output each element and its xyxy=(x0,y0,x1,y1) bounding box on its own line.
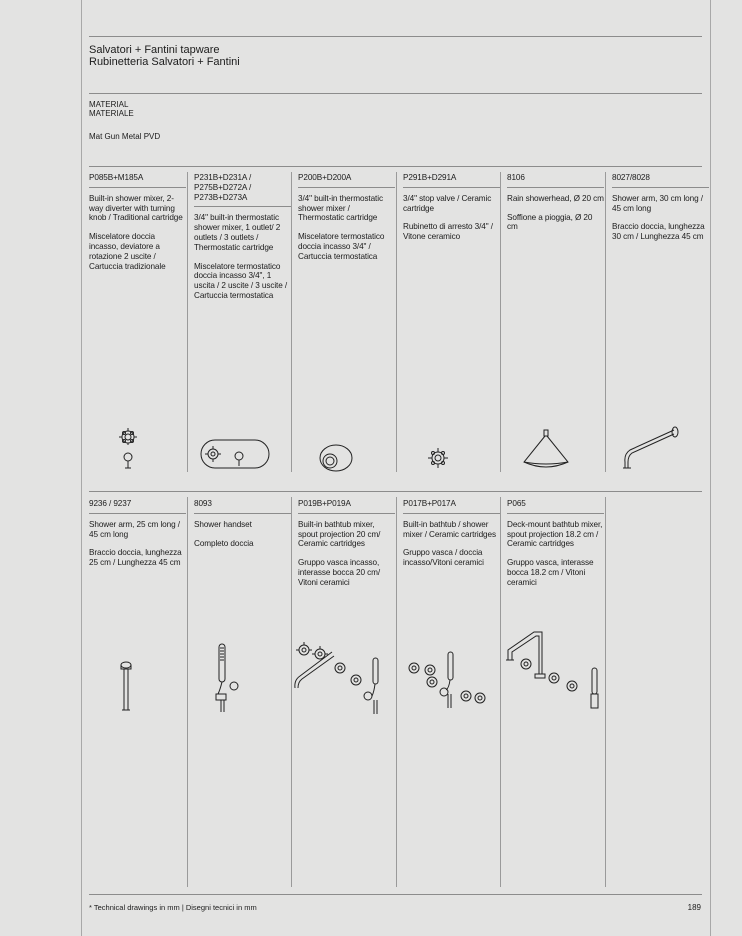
product-cell xyxy=(507,499,604,597)
product-code: P017B+P017A xyxy=(403,499,456,508)
row1-separator xyxy=(605,172,606,472)
description-it: Miscelatore doccia incasso, deviatore a rotazione 2 uscite / Cartuccia tradizionale xyxy=(89,232,166,271)
shower-mixer-diverter-icon xyxy=(108,424,148,472)
description-en: Rain showerhead, Ø 20 cm xyxy=(507,193,604,203)
product-code-wrap xyxy=(612,173,709,188)
row1-separator xyxy=(396,172,397,472)
stop-valve-icon xyxy=(425,443,451,473)
shower-arm-wall-icon xyxy=(622,424,682,472)
footer-rule xyxy=(89,894,702,895)
page-number: 189 xyxy=(687,903,701,912)
bathtub-mixer-spout-icon xyxy=(292,640,384,718)
title-it: Rubinetteria Salvatori + Fantini xyxy=(89,56,240,68)
description-en: Built-in bathtub mixer, spout projection 20 cm/ Ceramic cartridges xyxy=(298,519,381,549)
description-it: Miscelatore termostatico doccia incasso 3/4" / Cartuccia termostatica xyxy=(298,232,385,261)
product-cell xyxy=(298,499,395,597)
product-code: P065 xyxy=(507,499,526,508)
deck-mount-mixer-icon xyxy=(504,626,602,714)
product-cell xyxy=(89,499,186,577)
description-en: 3/4" built-in thermostatic shower mixer, 1 outlet/ 2 outlets / 3 outlets / Thermostatic cartridge xyxy=(194,213,281,252)
description-it: Miscelatore termostatico doccia incasso 3/4", 1 uscita / 2 uscite / 3 uscite / Cartuccia termostatica xyxy=(194,261,288,300)
description-it: Gruppo vasca incasso, interasse bocca 20 cm/ Vitoni ceramici xyxy=(298,558,380,587)
product-cell xyxy=(298,173,395,271)
product-code-wrap xyxy=(298,499,395,514)
product-code-wrap xyxy=(507,173,604,188)
product-code-wrap xyxy=(89,173,186,188)
description-en: Shower arm, 30 cm long / 45 cm long xyxy=(612,193,703,213)
product-cell xyxy=(194,173,291,310)
product-cell xyxy=(403,173,500,251)
row1-separator xyxy=(500,172,501,472)
top-rule xyxy=(89,36,702,37)
product-code: 8106 xyxy=(507,173,525,182)
product-code-wrap xyxy=(507,499,604,514)
product-code: P019B+P019A xyxy=(298,499,351,508)
description-en: Built-in bathtub / shower mixer / Ceramic cartridges xyxy=(403,519,496,539)
product-cell xyxy=(403,499,500,577)
product-code: P231B+D231A / P275B+D272A / P273B+D273A xyxy=(194,173,252,202)
footer-note: * Technical drawings in mm | Disegni tecnici in mm xyxy=(89,903,257,912)
right-margin-line xyxy=(710,0,711,936)
description-en: Deck-mount bathtub mixer, spout projection 18.2 cm / Ceramic cartridges xyxy=(507,519,603,549)
description-en: 3/4" stop valve / Ceramic cartridge xyxy=(403,193,492,213)
product-code: P085B+M185A xyxy=(89,173,144,182)
description-en: Shower arm, 25 cm long / 45 cm long xyxy=(89,519,180,539)
description-en: Built-in shower mixer, 2-way diverter with turning knob / Traditional cartridge xyxy=(89,193,183,223)
product-code: 8027/8028 xyxy=(612,173,650,182)
description-it: Soffione a pioggia, Ø 20 cm xyxy=(507,212,593,232)
description-it: Gruppo vasca / doccia incasso/Vitoni ceramici xyxy=(403,548,484,568)
product-code-wrap xyxy=(403,499,500,514)
product-code: 9236 / 9237 xyxy=(89,499,132,508)
row1-separator xyxy=(291,172,292,472)
description-it: Gruppo vasca, interasse bocca 18.2 cm / Vitoni ceramici xyxy=(507,558,594,587)
product-cell xyxy=(507,173,604,241)
product-cell xyxy=(612,173,709,251)
bathtub-shower-mixer-icon xyxy=(404,648,490,712)
description-it: Braccio doccia, lunghezza 25 cm / Lunghezza 45 cm xyxy=(89,548,182,568)
material-section xyxy=(89,100,160,141)
shower-handset-icon xyxy=(210,642,244,714)
description-en: 3/4" built-in thermostatic shower mixer / Thermostatic cartridge xyxy=(298,193,383,223)
shower-arm-ceiling-icon xyxy=(116,658,136,714)
row2-separator xyxy=(187,497,188,887)
title-en: Salvatori + Fantini tapware xyxy=(89,44,220,56)
row1-top-rule xyxy=(89,166,702,167)
row2-top-rule xyxy=(89,491,702,492)
thermostatic-mixer-oval-icon xyxy=(316,441,356,475)
product-code: 8093 xyxy=(194,499,212,508)
row2-separator xyxy=(396,497,397,887)
material-label-it: MATERIALE xyxy=(89,109,134,118)
material-label-en: MATERIAL xyxy=(89,100,129,109)
title-rule xyxy=(89,93,702,94)
description-it: Rubinetto di arresto 3/4" / Vitone ceramico xyxy=(403,222,493,242)
product-code-wrap xyxy=(194,173,291,207)
product-code: P200B+D200A xyxy=(298,173,352,182)
product-code-wrap xyxy=(89,499,186,514)
product-cell xyxy=(194,499,291,557)
product-code: P291B+D291A xyxy=(403,173,457,182)
product-cell xyxy=(89,173,186,280)
product-code-wrap xyxy=(403,173,500,188)
description-it: Braccio doccia, lunghezza 30 cm / Lunghezza 45 cm xyxy=(612,222,705,242)
row2-separator xyxy=(605,497,606,887)
product-code-wrap xyxy=(298,173,395,188)
thermostatic-mixer-plate-icon xyxy=(199,436,271,472)
product-code-wrap xyxy=(194,499,291,514)
material-value: Mat Gun Metal PVD xyxy=(89,132,161,141)
row1-separator xyxy=(187,172,188,472)
row2-separator xyxy=(500,497,501,887)
left-margin-line xyxy=(81,0,82,936)
description-en: Shower handset xyxy=(194,519,252,529)
rain-showerhead-icon xyxy=(520,428,572,472)
page-title xyxy=(89,44,240,68)
description-it: Completo doccia xyxy=(194,538,254,548)
